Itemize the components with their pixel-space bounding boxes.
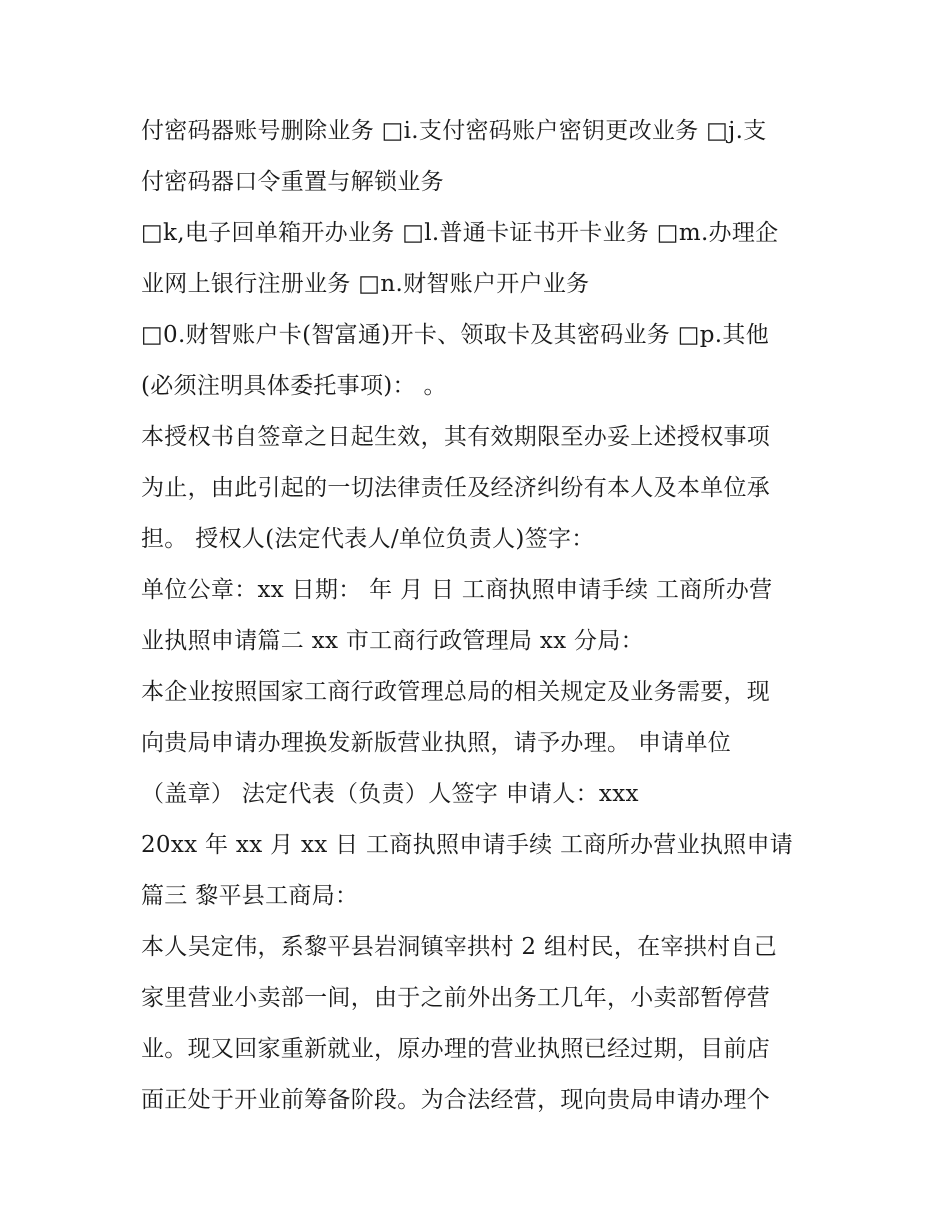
text-line: （盖章） 法定代表（负责）人签字 申请人：xxx xyxy=(141,781,639,807)
text-line: 本企业按照国家工商行政管理总局的相关规定及业务需要，现 xyxy=(141,679,771,705)
text-line: (必须注明具体委托事项)： 。 xyxy=(141,373,447,399)
text-line: 付密码器账号删除业务 □i.支付密码账户密钥更改业务 □j.支 xyxy=(141,118,767,144)
text-line: 20xx 年 xx 月 xx 日 工商执照申请手续 工商所办营业执照申请 xyxy=(141,832,794,858)
text-line: 业。现又回家重新就业，原办理的营业执照已经过期，目前店 xyxy=(141,1036,771,1062)
text-line: 业网上银行注册业务 □n.财智账户开户业务 xyxy=(141,271,590,297)
text-line: □0.财智账户卡(智富通)开卡、领取卡及其密码业务 □p.其他 xyxy=(141,322,769,348)
text-line: 单位公章：xx 日期： 年 月 日 工商执照申请手续 工商所办营 xyxy=(141,577,773,603)
text-line: 为止，由此引起的一切法律责任及经济纠纷有本人及本单位承 xyxy=(141,475,771,501)
text-line: 面正处于开业前筹备阶段。为合法经营，现向贵局申请办理个 xyxy=(141,1087,771,1113)
text-line: 担。 授权人(法定代表人/单位负责人)签字： xyxy=(141,526,595,552)
text-line: 本人吴定伟，系黎平县岩洞镇宰拱村 2 组村民，在宰拱村自己 xyxy=(141,934,777,960)
document-body xyxy=(141,106,821,1126)
text-line: 业执照申请篇二 xx 市工商行政管理局 xx 分局： xyxy=(141,628,644,654)
text-line: 家里营业小卖部一间，由于之前外出务工几年，小卖部暂停营 xyxy=(141,985,771,1011)
text-line: 付密码器口令重置与解锁业务 xyxy=(141,169,444,195)
text-line: □k,电子回单箱开办业务 □l.普通卡证书开卡业务 □m.办理企 xyxy=(141,220,779,246)
text-line: 本授权书自签章之日起生效，其有效期限至办妥上述授权事项 xyxy=(141,424,771,450)
text-line: 向贵局申请办理换发新版营业执照，请予办理。 申请单位 xyxy=(141,730,732,756)
text-line: 篇三 黎平县工商局： xyxy=(141,883,359,909)
